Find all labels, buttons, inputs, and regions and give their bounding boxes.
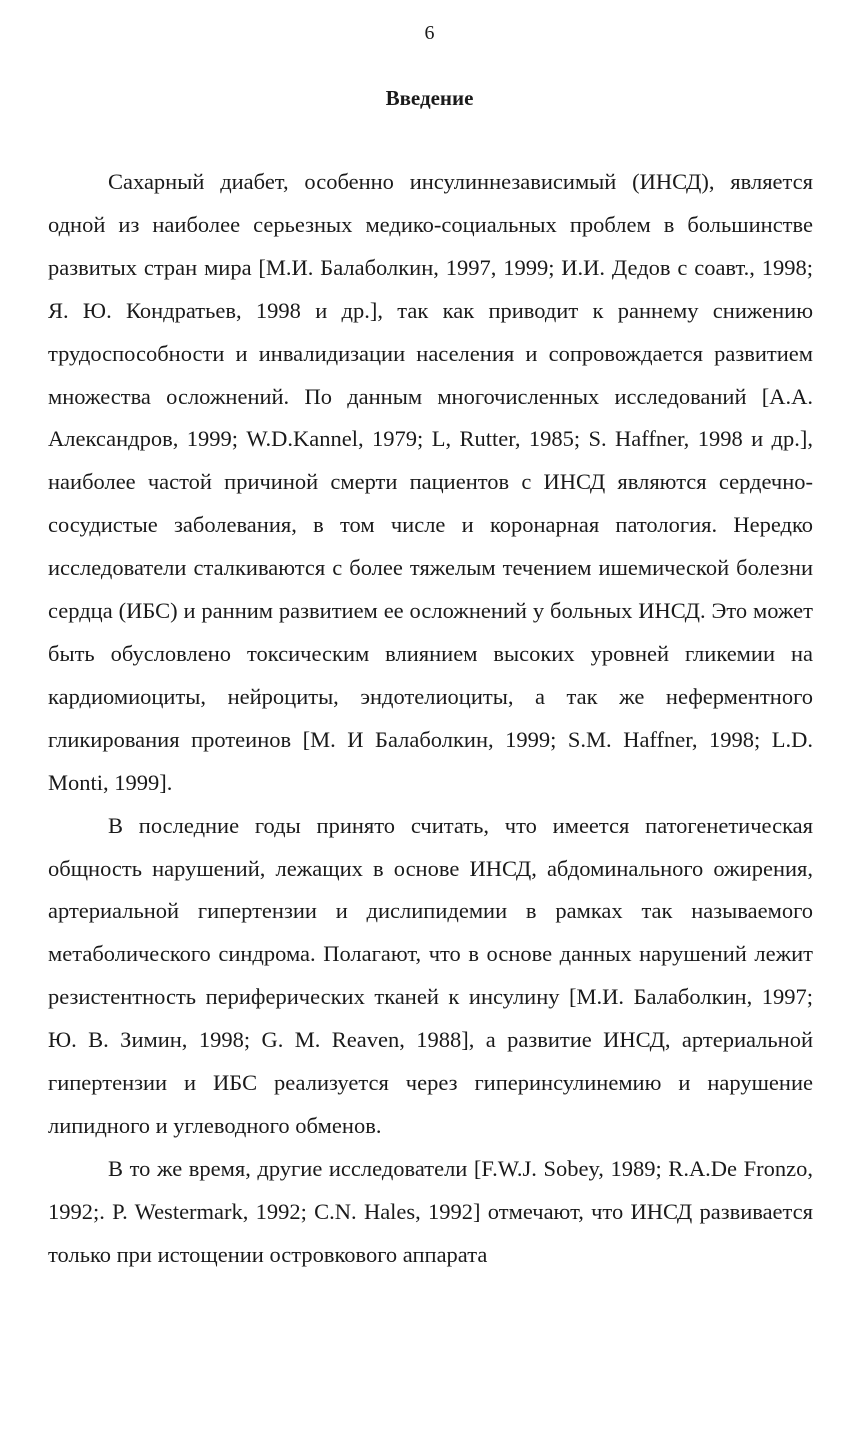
section-heading: Введение — [385, 86, 474, 110]
paragraph-3: В то же время, другие исследователи [F.W.J. Sobey, 1989; R.A.De Fronzo, 1992;. P. Westermark, 1992; C.N. Hales, 1992] отмечают, что ИНСД развивается только при истощении островкового аппарата — [48, 1155, 813, 1267]
paragraph-1: Сахарный диабет, особенно инсулиннезависимый (ИНСД), является одной из наиболее серьезных медико-социальных проблем в большинстве развитых стран мира [М.И. Балаболкин, 1997, 1999; И.И. Дедов с соавт., 1998; Я. Ю. Кондратьев, 1998 и др.], так как приводит к раннему снижению трудоспособности и инвалидизации населения и сопровождается развитием множества осложнений. По данным многочисленных исследований [А.А. Александров, 1999; W.D.Kannel, 1979; L, Rutter, 1985; S. Haffner, 1998 и др.], наиболее частой причиной смерти пациентов с ИНСД являются сердечно-сосудистые заболевания, в том числе и коронарная патология. Нередко исследователи сталкиваются с более тяжелым течением ишемической болезни сердца (ИБС) и ранним развитием ее осложнений у больных ИНСД. Это может быть обусловлено токсическим влиянием высоких уровней гликемии на кардиомиоциты, нейроциты, эндотелиоциты, а так же неферментного гликирования протеинов [М. И Балаболкин, 1999; S.M. Haffner, 1998; L.D. Monti, 1999]. — [48, 169, 813, 795]
body-text — [48, 161, 813, 1277]
paragraph-2: В последние годы принято считать, что имеется патогенетическая общность нарушений, лежащих в основе ИНСД, абдоминального ожирения, артериальной гипертензии и дислипидемии в рамках так называемого метаболического синдрома. Полагают, что в основе данных нарушений лежит резистентность периферических тканей к инсулину [М.И. Балаболкин, 1997; Ю. В. Зимин, 1998; G. M. Reaven, 1988], а развитие ИНСД, артериальной гипертензии и ИБС реализуется через гиперинсулинемию и нарушение липидного и углеводного обменов. — [48, 812, 813, 1138]
page-number: 6 — [424, 22, 435, 44]
